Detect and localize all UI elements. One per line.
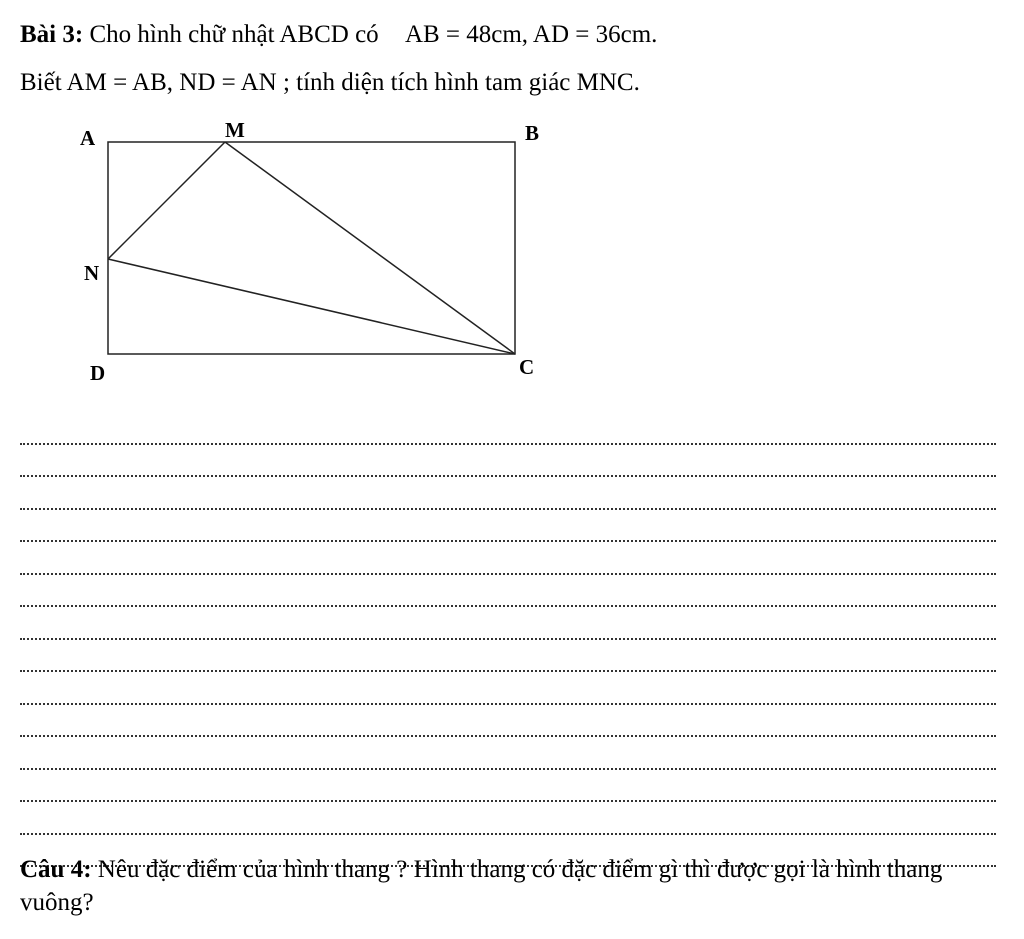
rectangle-figure bbox=[60, 112, 580, 392]
answer-line bbox=[20, 575, 996, 608]
segment-nc bbox=[108, 259, 515, 354]
answer-line bbox=[20, 542, 996, 575]
answer-line bbox=[20, 477, 996, 510]
answer-lines bbox=[20, 412, 996, 867]
point-label-c: C bbox=[519, 355, 535, 379]
answer-line bbox=[20, 705, 996, 738]
answer-line bbox=[20, 770, 996, 803]
answer-line bbox=[20, 445, 996, 478]
answer-line bbox=[20, 510, 996, 543]
segment-mc bbox=[225, 142, 515, 354]
problem-4-label: Câu 4: bbox=[20, 856, 92, 883]
problem-3-intro: Cho hình chữ nhật ABCD có bbox=[89, 21, 379, 48]
problem-3-line-2: Biết AM = AB, ND = AN ; tính diện tích hình tam giác MNC. bbox=[20, 69, 640, 96]
answer-line bbox=[20, 412, 996, 445]
segment-mn bbox=[108, 142, 225, 259]
answer-line bbox=[20, 802, 996, 835]
answer-line bbox=[20, 672, 996, 705]
point-label-n: N bbox=[84, 261, 100, 285]
point-label-m: M bbox=[225, 118, 245, 142]
answer-line bbox=[20, 640, 996, 673]
problem-3-givens: AB = 48cm, AD = 36cm. bbox=[404, 21, 658, 48]
problem-3-label: Bài 3: bbox=[20, 21, 84, 48]
point-label-b: B bbox=[525, 121, 540, 145]
point-label-d: D bbox=[90, 361, 106, 385]
answer-line bbox=[20, 737, 996, 770]
answer-line bbox=[20, 607, 996, 640]
point-label-a: A bbox=[80, 126, 96, 150]
problem-4 bbox=[20, 853, 1010, 919]
problem-4-text: Nêu đặc điểm của hình thang ? Hình thang có đặc điểm gì thì được gọi là hình thang vuông? bbox=[20, 856, 943, 916]
rectangle-abcd bbox=[108, 142, 515, 354]
problem-3-line-1 bbox=[20, 20, 657, 50]
